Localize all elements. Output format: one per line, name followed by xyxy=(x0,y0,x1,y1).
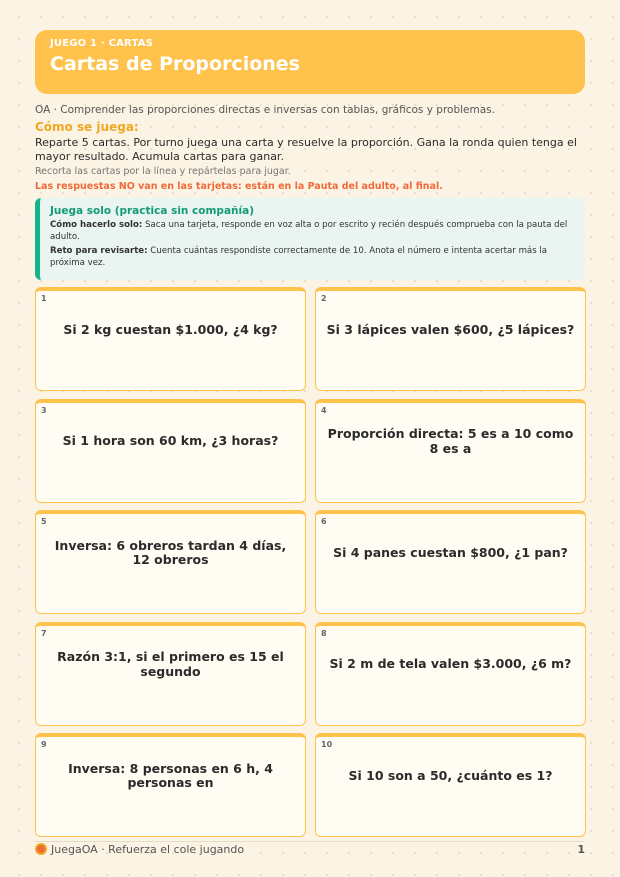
solo-how-paragraph xyxy=(50,220,575,243)
solo-how-label: Cómo hacerlo solo: xyxy=(50,220,143,230)
card-number: 1 xyxy=(41,294,47,303)
learning-objective: OA · Comprender las proporciones directas e inversas con tablas, gráficos y problemas. xyxy=(35,104,495,116)
solo-review-text: Cuenta cuántas respondiste correctamente de 10. Anota el número e intenta acertar más la próxima vez. xyxy=(50,246,548,268)
card-number: 3 xyxy=(41,405,47,415)
card-number: 10 xyxy=(321,740,333,749)
answers-warning: Las respuestas NO van en las tarjetas: están en la Pauta del adulto, al final. xyxy=(35,181,443,192)
card-number: 7 xyxy=(41,628,47,638)
card-question: Inversa: 6 obreros tardan 4 días, 12 obreros xyxy=(54,537,287,567)
footer-divider xyxy=(35,841,585,842)
card xyxy=(315,510,586,614)
card-question: Si 4 panes cuestan $800, ¿1 pan? xyxy=(333,544,568,560)
card-question: Inversa: 8 personas en 6 h, 4 personas en xyxy=(68,760,273,790)
footer-brand-text: JuegaOA · Refuerza el cole jugando xyxy=(51,843,245,856)
card xyxy=(35,510,306,614)
card xyxy=(315,622,586,726)
title-banner xyxy=(35,30,585,94)
card-question: Si 1 hora son 60 km, ¿3 horas? xyxy=(62,433,279,449)
card-question: Proporción directa: 5 es a 10 como 8 es a xyxy=(327,426,574,456)
how-to-play-text: Reparte 5 cartas. Por turno juega una carta y resuelve la proporción. Gana la ronda quien tenga el mayor resultado. Acumula cartas para ganar. xyxy=(35,136,577,163)
card xyxy=(315,287,586,391)
card xyxy=(35,399,306,503)
brand-logo-icon xyxy=(35,843,47,855)
card xyxy=(315,399,586,503)
card xyxy=(35,287,306,391)
cards-grid xyxy=(35,287,586,837)
card-number: 8 xyxy=(321,628,327,638)
page-number: 1 xyxy=(577,843,585,856)
card xyxy=(35,733,306,837)
card-question: Si 10 son a 50, ¿cuánto es 1? xyxy=(348,767,553,783)
card xyxy=(35,622,306,726)
solo-review-paragraph xyxy=(50,246,575,269)
how-to-play-heading: Cómo se juega: xyxy=(35,120,139,134)
card-question: Si 2 m de tela valen $3.000, ¿6 m? xyxy=(329,656,572,672)
cut-instruction: Recorta las cartas por la línea y repártelas para jugar. xyxy=(35,166,291,177)
solo-play-box xyxy=(35,198,585,280)
solo-title: Juega solo (practica sin compañía) xyxy=(50,205,254,217)
card-number: 5 xyxy=(41,517,47,526)
solo-review-label: Reto para revisarte: xyxy=(50,246,148,256)
solo-how-text: Saca una tarjeta, responde en voz alta o por escrito y recién después comprueba con la pauta del adulto. xyxy=(50,220,568,242)
card-number: 4 xyxy=(321,405,327,415)
card-number: 6 xyxy=(321,517,327,526)
game-kicker: JUEGO 1 · CARTAS xyxy=(50,38,154,49)
card-question: Si 3 lápices valen $600, ¿5 lápices? xyxy=(326,321,575,337)
page-title: Cartas de Proporciones xyxy=(50,53,300,75)
card-number: 2 xyxy=(321,294,327,303)
card-number: 9 xyxy=(41,740,47,749)
card-question: Razón 3:1, si el primero es 15 el segundo xyxy=(57,649,284,679)
card-question: Si 2 kg cuestan $1.000, ¿4 kg? xyxy=(63,321,278,337)
card xyxy=(315,733,586,837)
